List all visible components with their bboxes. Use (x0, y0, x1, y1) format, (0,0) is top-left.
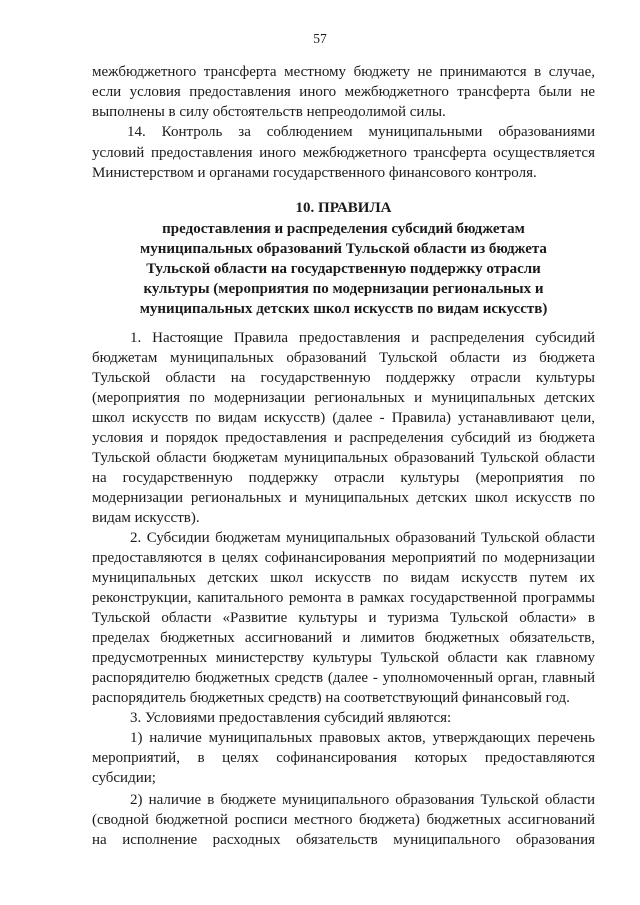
p2-line-4: реконструкции, капитального ремонта в рамках государственной программы (92, 590, 595, 606)
p2-line-8: распорядителю бюджетных средств (далее - уполномоченный орган, главный (92, 670, 595, 686)
p14-line-2: условий предоставления иного межбюджетного трансферта осуществляется (92, 145, 595, 161)
p1-line-2: бюджетам муниципальных образований Тульской области из бюджета (92, 350, 595, 366)
p1-line-4: (мероприятия по модернизации региональных и муниципальных детских (92, 390, 595, 406)
p1-line-5: школ искусств по видам искусств) (далее - Правила) устанавливают цели, (92, 410, 595, 426)
p2-line-2: предоставляются в целях софинансирования мероприятий по модернизации (92, 550, 595, 566)
p14-line-1: 14. Контроль за соблюдением муниципальными образованиями (127, 124, 595, 140)
p3-item1-line-2: мероприятий, в целях софинансирования которых предоставляются (92, 750, 595, 766)
section-heading-line-1: предоставления и распределения субсидий бюджетам (162, 221, 525, 237)
section-heading-line-4: культуры (мероприятия по модернизации региональных и (143, 281, 544, 297)
p1-line-8: на государственную поддержку отрасли культуры (мероприятия по (92, 470, 595, 486)
section-heading-line-5: муниципальных детских школ искусств по видам искусств) (139, 301, 548, 317)
p2-line-9: распорядитель бюджетных средств) на соответствующий финансовый год. (92, 690, 570, 706)
p1-line-3: Тульской области на государственную поддержку отрасли культуры (92, 370, 595, 386)
p2-line-6: пределах бюджетных ассигнований и лимитов бюджетных обязательств, (92, 630, 595, 646)
intro-line-1: межбюджетного трансферта местному бюджету не принимаются в случае, (92, 64, 595, 80)
p3-item2-line-2: (сводной бюджетной росписи местного бюджета) бюджетных ассигнований (92, 812, 595, 828)
p2-line-5: Тульской области «Развитие культуры и туризма Тульской области» в (92, 610, 595, 626)
p3-item2-line-1: 2) наличие в бюджете муниципального образования Тульской области (130, 792, 595, 808)
p3-item2-line-3: на исполнение расходных обязательств муниципального образования (92, 832, 595, 848)
p14-line-3: Министерством и органами государственного финансового контроля. (92, 165, 537, 181)
p3-line-1: 3. Условиями предоставления субсидий являются: (130, 710, 452, 726)
section-heading-line-2: муниципальных образований Тульской области из бюджета (140, 241, 547, 257)
p1-line-10: видам искусств). (92, 510, 200, 526)
p3-item1-line-3: субсидии; (92, 770, 156, 786)
intro-line-2: если условия предоставления иного межбюджетного трансферта были не (92, 84, 595, 100)
p2-line-3: муниципальных детских школ искусств по видам искусств путем их (92, 570, 595, 586)
page-number: 57 (313, 31, 327, 46)
p2-line-7: предусмотренных министерству культуры Тульской области как главному (92, 650, 595, 666)
p1-line-6: условия и порядок предоставления и распределения субсидий из бюджета (92, 430, 595, 446)
p2-line-1: 2. Субсидии бюджетам муниципальных образований Тульской области (130, 530, 595, 546)
p3-item1-line-1: 1) наличие муниципальных правовых актов, утверждающих перечень (130, 730, 595, 746)
section-heading-number: 10. ПРАВИЛА (295, 200, 392, 216)
p1-line-7: Тульской области бюджетам муниципальных образований Тульской области (92, 450, 595, 466)
section-heading-line-3: Тульской области на государственную поддержку отрасли (146, 261, 541, 277)
intro-line-3: выполнены в силу обстоятельств непреодолимой силы. (92, 104, 446, 120)
p1-line-1: 1. Настоящие Правила предоставления и распределения субсидий (130, 330, 595, 346)
p1-line-9: модернизации региональных и муниципальных детских школ искусств по (92, 490, 595, 506)
